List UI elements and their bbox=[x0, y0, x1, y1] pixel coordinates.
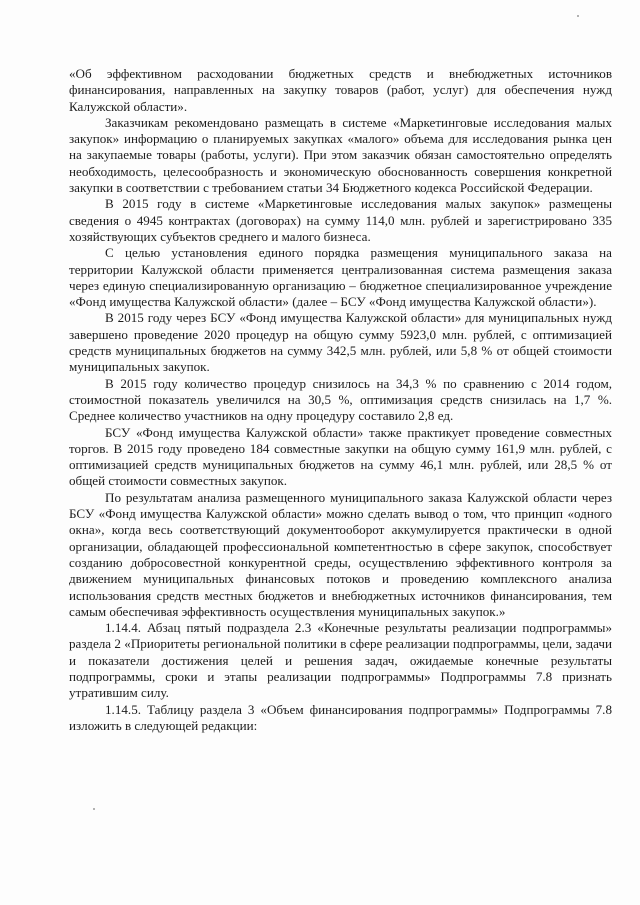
paragraph-joint-tenders: БСУ «Фонд имущества Калужской области» также практикует проведение совместных торгов. В 2015 году проведено 184 совместные закупки на общую сумму 161,9 млн. рублей, с оптимизацией средств муниципальных бюджетов на сумму 46,1 млн. рублей, или 28,5 % от общей стоимости совместных закупок. bbox=[69, 424, 612, 489]
paragraph-procedures-change: В 2015 году количество процедур снизилось на 34,3 % по сравнению с 2014 годом, стоимостной показатель увеличился на 30,5 %, оптимизация средств снизилась на 1,7 %. Среднее количество участников на одну процедуру составило 2,8 ед. bbox=[69, 375, 612, 424]
paragraph-decree-title-end: «Об эффективном расходовании бюджетных средств и внебюджетных источников финансирования, направленных на закупку товаров (работ, услуг) для обеспечения нужд Калужской области». bbox=[69, 66, 612, 114]
paragraph-item-1-14-4: 1.14.4. Абзац пятый подраздела 2.3 «Конечные результаты реализации подпрограммы» раздела 2 «Приоритеты региональной политики в сфере реализации подпрограммы, цели, задачи и показатели достижения целей и решения задач, ожидаемые конечные результаты подпрограммы, сроки и этапы реализации подпрограммы» Подпрограммы 7.8 признать утратившим силу. bbox=[69, 620, 612, 701]
document-body bbox=[69, 66, 612, 734]
paragraph-centralized-system: С целью установления единого порядка размещения муниципального заказа на территории Калужской области применяется централизованная система размещения заказа через единую специализированную организацию – бюджетное специализированное учреждение «Фонд имущества Калужской области» (далее – БСУ «Фонд имущества Калужской области»). bbox=[69, 245, 612, 310]
paragraph-2015-contracts: В 2015 году в системе «Маркетинговые исследования малых закупок» размещены сведения о 4945 контрактах (договорах) на сумму 114,0 млн. рублей и зарегистрировано 335 хозяйствующих субъектов среднего и малого бизнеса. bbox=[69, 196, 612, 244]
scan-speck bbox=[577, 15, 579, 17]
paragraph-analysis-results: По результатам анализа размещенного муниципального заказа Калужской области через БСУ «Фонд имущества Калужской области» можно сделать вывод о том, что принцип «одного окна», когда весь соответствующий документооборот аккумулируется практически в одной организации, обладающей профессиональной компетентностью в сфере закупок, способствует созданию добросовестной конкурентной среды, осуществлению эффективного контроля за движением муниципальных финансовых потоков и проведению комплексного анализа использования средств местных бюджетов и внебюджетных источников финансирования, тем самым обеспечивая эффективность осуществления муниципальных закупок.» bbox=[69, 489, 612, 619]
paragraph-marketing-research: Заказчикам рекомендовано размещать в системе «Маркетинговые исследования малых закупок» информацию о планируемых закупках «малого» объема для исследования рынка цен на закупаемые товары (работы, услуги). При этом заказчик обязан самостоятельно определять необходимость, целесообразность и экономическую обоснованность совершения конкретной закупки в соответствии с требованием статьи 34 Бюджетного кодекса Российской Федерации. bbox=[69, 114, 612, 196]
paragraph-item-1-14-5: 1.14.5. Таблицу раздела 3 «Объем финансирования подпрограммы» Подпрограммы 7.8 изложить в следующей редакции: bbox=[69, 701, 612, 733]
paragraph-municipal-procedures: В 2015 году через БСУ «Фонд имущества Калужской области» для муниципальных нужд завершено проведение 2020 процедур на общую сумму 5923,0 млн. рублей, с оптимизацией средств муниципальных бюджетов на сумму 342,5 млн. рублей, или 5,8 % от общей стоимости муниципальных закупок. bbox=[69, 310, 612, 375]
scan-speck bbox=[93, 808, 95, 810]
